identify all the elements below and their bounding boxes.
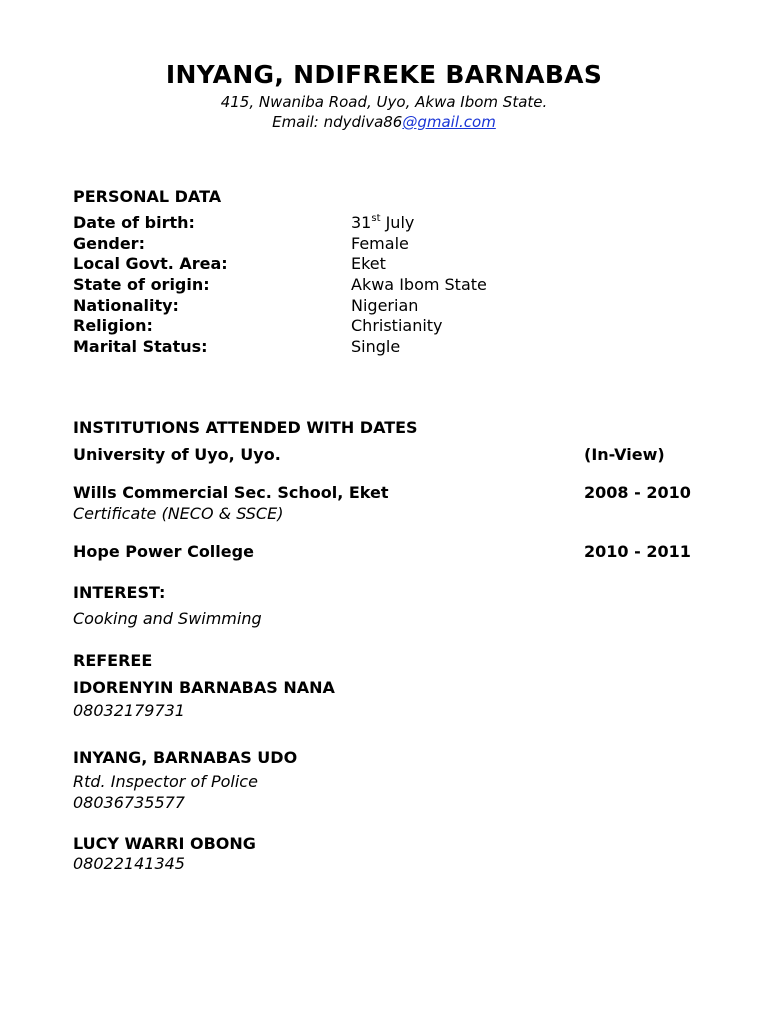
gender-label: Gender: (73, 234, 145, 253)
referee-name: INYANG, BARNABAS UDO (73, 748, 298, 767)
dob-suffix: st (371, 212, 381, 224)
gender-value: Female (351, 234, 409, 253)
referee-title: Rtd. Inspector of Police (73, 772, 258, 791)
religion-label: Religion: (73, 316, 153, 335)
institution-dates: (In-View) (584, 445, 665, 464)
referee-phone: 08022141345 (73, 854, 185, 873)
institution-dates: 2008 - 2010 (584, 483, 691, 502)
referee-phone: 08032179731 (73, 701, 185, 720)
referee-name: IDORENYIN BARNABAS NANA (73, 678, 335, 697)
email-link[interactable]: @gmail.com (402, 113, 496, 131)
nationality-value: Nigerian (351, 296, 419, 315)
dob-day: 31 (351, 213, 372, 232)
institution-certificate: Certificate (NECO & SSCE) (73, 504, 284, 523)
dob-value (351, 213, 414, 232)
dob-month: July (380, 213, 415, 232)
referee-heading: REFEREE (73, 651, 153, 670)
candidate-name: INYANG, NDIFREKE BARNABAS (165, 60, 603, 89)
lga-label: Local Govt. Area: (73, 254, 228, 273)
religion-value: Christianity (351, 316, 443, 335)
state-label: State of origin: (73, 275, 210, 294)
marital-label: Marital Status: (73, 337, 208, 356)
institutions-heading: INSTITUTIONS ATTENDED WITH DATES (73, 418, 418, 437)
institution-dates: 2010 - 2011 (584, 542, 691, 561)
email-text: Email: ndydiva86 (272, 113, 403, 131)
nationality-label: Nationality: (73, 296, 179, 315)
institution-name: Hope Power College (73, 542, 254, 561)
institution-name: Wills Commercial Sec. School, Eket (73, 483, 389, 502)
email-line (0, 113, 768, 131)
state-value: Akwa Ibom State (351, 275, 487, 294)
interest-heading: INTEREST: (73, 583, 166, 602)
referee-name: LUCY WARRI OBONG (73, 834, 256, 853)
address-line: 415, Nwaniba Road, Uyo, Akwa Ibom State. (220, 93, 548, 111)
lga-value: Eket (351, 254, 386, 273)
institution-name: University of Uyo, Uyo. (73, 445, 281, 464)
dob-label: Date of birth: (73, 213, 195, 232)
referee-phone: 08036735577 (73, 793, 185, 812)
personal-data-heading: PERSONAL DATA (73, 187, 222, 206)
interest-text: Cooking and Swimming (73, 609, 262, 628)
marital-value: Single (351, 337, 401, 356)
